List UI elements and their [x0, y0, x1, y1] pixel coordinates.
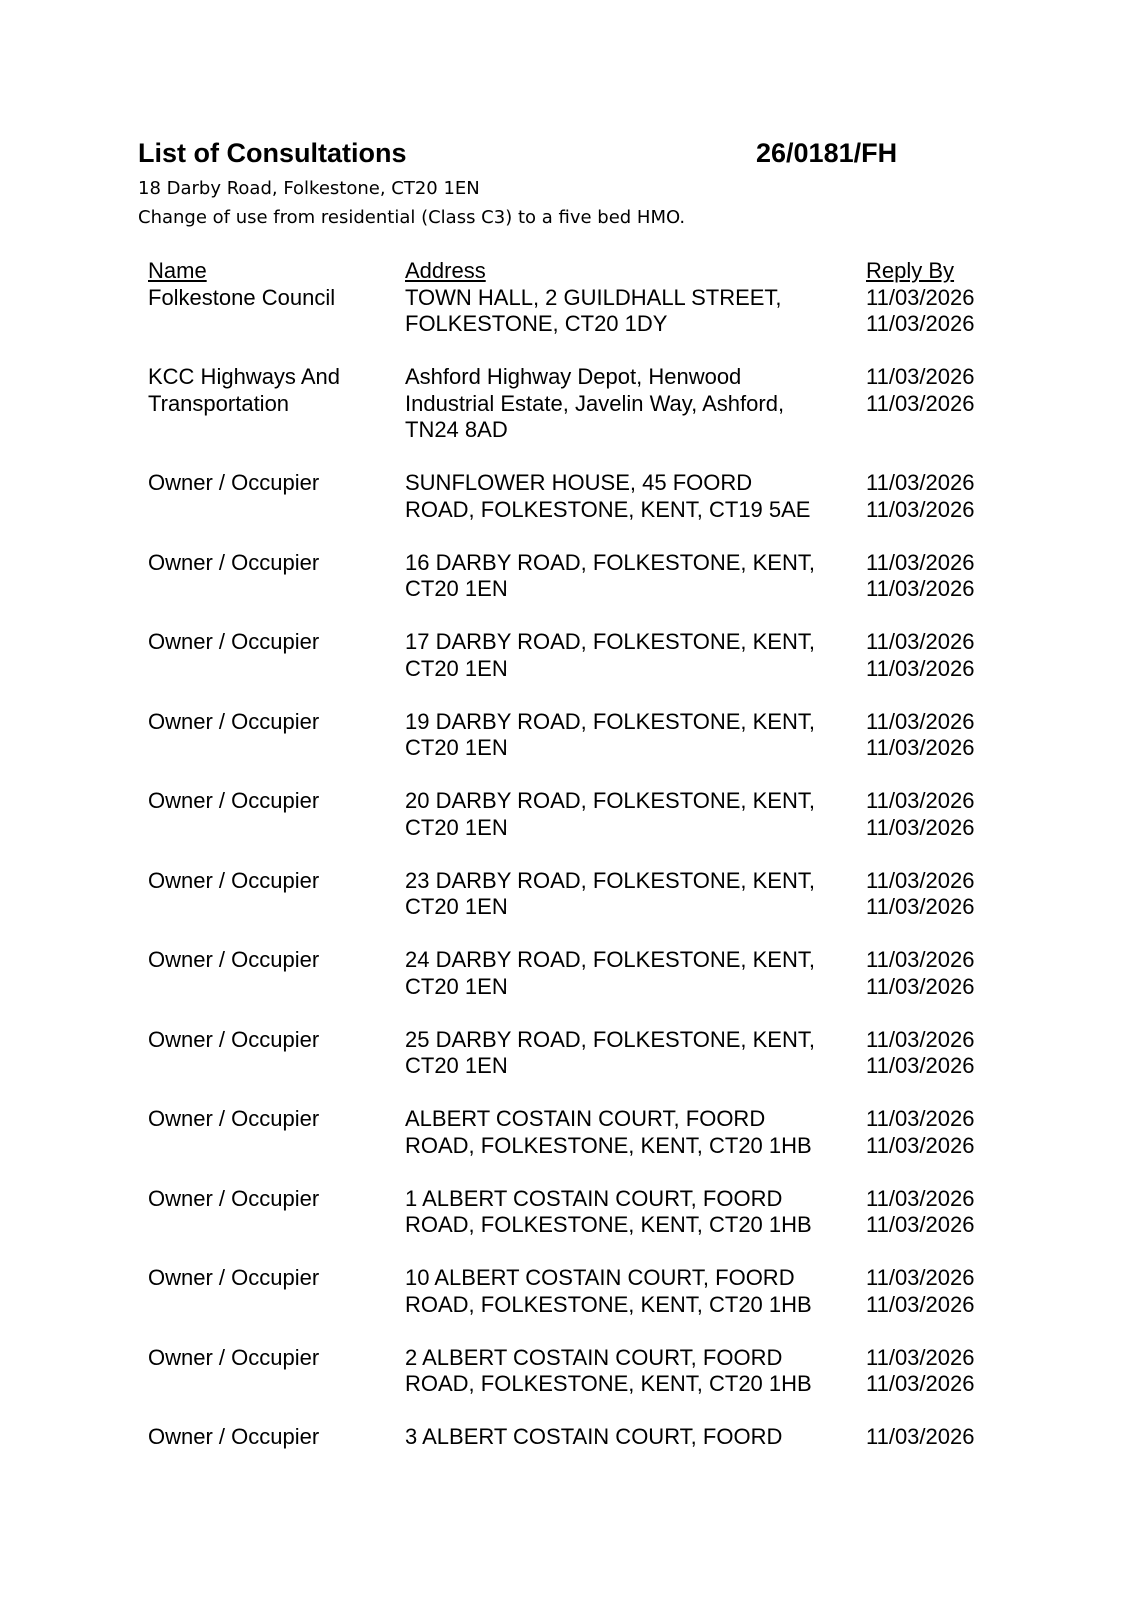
consultee-address-line: 3 ALBERT COSTAIN COURT, FOORD [405, 1424, 783, 1449]
reply-by-date-cell [866, 629, 1006, 682]
table-row [148, 709, 1008, 789]
consultee-address-line: 25 DARBY ROAD, FOLKESTONE, KENT, [405, 1026, 815, 1052]
reply-by-date-line: 11/03/2026 [866, 655, 975, 681]
reply-by-date-cell [866, 1186, 1006, 1239]
consultee-name-line: Owner / Occupier [148, 1424, 320, 1449]
consultee-address-line: 1 ALBERT COSTAIN COURT, FOORD [405, 1185, 783, 1211]
consultee-address-line: TOWN HALL, 2 GUILDHALL STREET, [405, 284, 782, 310]
consultations-table [148, 258, 1008, 1504]
reply-by-date-line: 11/03/2026 [866, 284, 975, 310]
reply-by-date-cell [866, 868, 1006, 921]
table-row [148, 868, 1008, 948]
consultee-address-line: CT20 1EN [405, 576, 508, 601]
table-row [148, 629, 1008, 709]
table-row [148, 1345, 1008, 1425]
table-row [148, 550, 1008, 630]
reply-by-date-line: 11/03/2026 [866, 496, 975, 522]
reply-by-date-line: 11/03/2026 [866, 1291, 975, 1317]
consultee-name-cell [148, 947, 398, 974]
reply-by-date-line: 11/03/2026 [866, 867, 975, 893]
consultee-address-line: CT20 1EN [405, 973, 508, 999]
consultee-address-cell [405, 364, 845, 444]
reply-by-date-cell [866, 709, 1006, 762]
consultee-address-cell [405, 1186, 845, 1239]
table-header [148, 258, 1008, 285]
reply-by-date-cell [866, 1265, 1006, 1318]
consultee-name-line: Owner / Occupier [148, 470, 320, 495]
consultee-address-line: ROAD, FOLKESTONE, KENT, CT20 1HB [405, 1212, 812, 1237]
reply-by-date-line: 11/03/2026 [866, 364, 975, 389]
consultee-name-line: Owner / Occupier [148, 788, 320, 813]
reply-by-date-line: 11/03/2026 [866, 1132, 975, 1158]
consultee-name-line: Owner / Occupier [148, 867, 320, 893]
consultee-name-line: Owner / Occupier [148, 1185, 320, 1211]
reply-by-date-cell [866, 788, 1006, 841]
reply-by-date-cell [866, 1345, 1006, 1398]
consultee-name-line: Owner / Occupier [148, 549, 320, 575]
reply-by-date-line: 11/03/2026 [866, 1344, 975, 1370]
consultee-address-cell [405, 629, 845, 682]
reply-by-date-line: 11/03/2026 [866, 973, 975, 999]
consultee-address-cell [405, 947, 845, 1000]
consultee-address-line: ALBERT COSTAIN COURT, FOORD [405, 1106, 766, 1131]
reply-by-date-cell [866, 550, 1006, 603]
consultee-name-cell [148, 1186, 398, 1213]
consultee-address-line: 16 DARBY ROAD, FOLKESTONE, KENT, [405, 549, 815, 575]
consultee-address-line: 19 DARBY ROAD, FOLKESTONE, KENT, [405, 708, 815, 734]
consultee-name-line: Owner / Occupier [148, 1344, 320, 1370]
consultee-address-line: 2 ALBERT COSTAIN COURT, FOORD [405, 1344, 783, 1370]
reply-by-date-line: 11/03/2026 [866, 735, 975, 760]
reply-by-date-line: 11/03/2026 [866, 788, 975, 813]
table-row [148, 1186, 1008, 1266]
consultee-address-line: ROAD, FOLKESTONE, KENT, CT20 1HB [405, 1291, 812, 1317]
consultee-address-cell [405, 1265, 845, 1318]
reply-by-date-cell [866, 364, 1006, 417]
reply-by-date-line: 11/03/2026 [866, 1212, 975, 1237]
consultee-name-cell [148, 1027, 398, 1054]
consultee-name-cell [148, 364, 398, 417]
table-body [148, 285, 1008, 1504]
reply-by-date-line: 11/03/2026 [866, 576, 975, 601]
consultee-name-line: Owner / Occupier [148, 947, 320, 972]
consultee-name-line: Folkestone Council [148, 284, 336, 310]
table-row [148, 470, 1008, 550]
consultee-name-cell [148, 1345, 398, 1372]
reply-by-date-line: 11/03/2026 [866, 549, 975, 575]
reply-by-date-cell [866, 1027, 1006, 1080]
consultee-address-line: 10 ALBERT COSTAIN COURT, FOORD [405, 1265, 795, 1290]
consultee-address-line: CT20 1EN [405, 894, 508, 919]
consultee-address-line: TN24 8AD [405, 417, 508, 442]
consultee-name-cell [148, 550, 398, 577]
consultee-address-cell [405, 1106, 845, 1159]
consultee-address-cell [405, 1424, 845, 1451]
consultee-name-cell [148, 285, 398, 312]
table-row [148, 285, 1008, 365]
consultee-address-line: SUNFLOWER HOUSE, 45 FOORD [405, 470, 753, 495]
consultee-name-line: Owner / Occupier [148, 708, 320, 734]
reply-by-date-cell [866, 285, 1006, 338]
consultee-name-cell [148, 1424, 398, 1451]
reply-by-date-line: 11/03/2026 [866, 1371, 975, 1396]
reply-by-date-line: 11/03/2026 [866, 1026, 975, 1052]
document-header [138, 138, 908, 232]
consultee-address-line: FOLKESTONE, CT20 1DY [405, 311, 668, 336]
consultee-address-cell [405, 868, 845, 921]
consultee-address-cell [405, 709, 845, 762]
reply-by-date-line: 11/03/2026 [866, 947, 975, 972]
reply-by-date-line: 11/03/2026 [866, 1053, 975, 1078]
consultee-address-line: ROAD, FOLKESTONE, KENT, CT20 1HB [405, 1132, 812, 1158]
reply-by-date-cell [866, 1424, 1006, 1451]
consultee-name-cell [148, 868, 398, 895]
consultee-address-line: Industrial Estate, Javelin Way, Ashford, [405, 390, 785, 416]
consultee-address-cell [405, 1027, 845, 1080]
reply-by-date-cell [866, 470, 1006, 523]
table-row [148, 947, 1008, 1027]
reply-by-date-line: 11/03/2026 [866, 814, 975, 840]
application-reference: 26/0181/FH [756, 138, 898, 168]
consultee-address-line: 20 DARBY ROAD, FOLKESTONE, KENT, [405, 788, 815, 813]
column-header-reply-by: Reply By [866, 258, 955, 283]
column-header-name: Name [148, 258, 207, 283]
consultee-address-line: 17 DARBY ROAD, FOLKESTONE, KENT, [405, 629, 815, 654]
reply-by-date-line: 11/03/2026 [866, 1106, 975, 1131]
title-row [138, 138, 908, 174]
site-address: 18 Darby Road, Folkestone, CT20 1EN [138, 178, 480, 199]
consultee-address-cell [405, 788, 845, 841]
reply-by-date-line: 11/03/2026 [866, 470, 975, 495]
table-row [148, 1265, 1008, 1345]
consultee-name-cell [148, 629, 398, 656]
page-title: List of Consultations [138, 138, 407, 168]
consultee-address-line: ROAD, FOLKESTONE, KENT, CT19 5AE [405, 496, 811, 522]
consultee-name-line: Owner / Occupier [148, 629, 320, 654]
consultee-address-cell [405, 550, 845, 603]
reply-by-date-line: 11/03/2026 [866, 390, 975, 416]
reply-by-date-line: 11/03/2026 [866, 708, 975, 734]
consultee-address-line: CT20 1EN [405, 814, 508, 840]
consultee-address-line: CT20 1EN [405, 735, 508, 760]
consultee-address-line: 24 DARBY ROAD, FOLKESTONE, KENT, [405, 947, 815, 972]
table-row [148, 1424, 1008, 1504]
consultee-name-cell [148, 470, 398, 497]
consultee-name-cell [148, 1106, 398, 1133]
reply-by-date-line: 11/03/2026 [866, 629, 975, 654]
table-row [148, 364, 1008, 470]
consultee-address-cell [405, 1345, 845, 1398]
consultee-name-cell [148, 788, 398, 815]
reply-by-date-line: 11/03/2026 [866, 311, 975, 336]
consultee-name-cell [148, 1265, 398, 1292]
consultee-address-line: CT20 1EN [405, 655, 508, 681]
consultee-address-line: ROAD, FOLKESTONE, KENT, CT20 1HB [405, 1371, 812, 1396]
consultee-name-line: Owner / Occupier [148, 1265, 320, 1290]
consultee-address-cell [405, 470, 845, 523]
consultee-address-line: 23 DARBY ROAD, FOLKESTONE, KENT, [405, 867, 815, 893]
table-row [148, 1106, 1008, 1186]
consultee-address-cell [405, 285, 845, 338]
consultee-name-cell [148, 709, 398, 736]
reply-by-date-cell [866, 1106, 1006, 1159]
column-header-address: Address [405, 258, 486, 283]
reply-by-date-line: 11/03/2026 [866, 1185, 975, 1211]
reply-by-date-line: 11/03/2026 [866, 894, 975, 919]
reply-by-date-line: 11/03/2026 [866, 1265, 975, 1290]
consultee-name-line: Owner / Occupier [148, 1106, 320, 1131]
consultee-address-line: Ashford Highway Depot, Henwood [405, 364, 742, 389]
consultee-name-line: KCC Highways And [148, 364, 340, 389]
consultee-name-line: Owner / Occupier [148, 1026, 320, 1052]
consultee-name-line: Transportation [148, 390, 290, 416]
consultee-address-line: CT20 1EN [405, 1053, 508, 1078]
table-row [148, 1027, 1008, 1107]
table-row [148, 788, 1008, 868]
proposal-description: Change of use from residential (Class C3) to a five bed HMO. [138, 207, 686, 228]
reply-by-date-line: 11/03/2026 [866, 1424, 975, 1449]
reply-by-date-cell [866, 947, 1006, 1000]
